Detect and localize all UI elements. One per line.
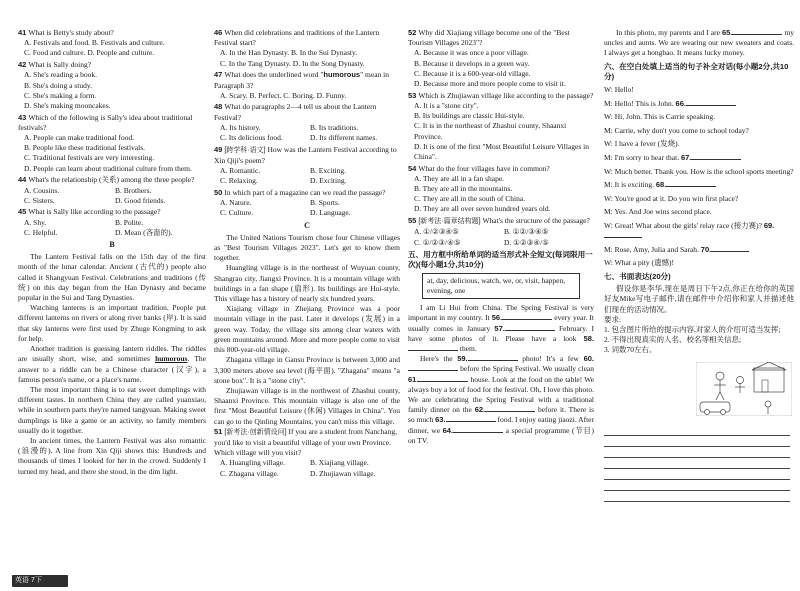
question-47: 47 What does the underlined word "humorous" mean in Paragraph 3? A. Scary. B. Perfect. C. Boring. D. Funny. <box>214 70 389 100</box>
passage-b-title: B <box>109 240 115 250</box>
writing-line[interactable] <box>604 469 790 480</box>
blank-61[interactable] <box>418 375 468 382</box>
passage-b-paragraph-2: Watching lanterns is an important tradition. People put different lanterns on rivers or along river banks (岸). It is said that sky lanterns were first used by Zhuge Kongming to ask for help. <box>18 303 206 343</box>
blank-70[interactable] <box>711 245 749 252</box>
family-illustration <box>696 362 792 416</box>
section-5-title: 五、用方框中所给单词的适当形式补全短文(每词限用一次)(每小题1分,共10分) <box>408 249 593 269</box>
passage-b-paragraph-4: The most important thing is to eat sweet dumplings with different tastes. In northern China they are called yuanxiao, while in southern parts they're named tangyuan. Making sweet dumplings is like a game or an activity, so family members usually do it together. <box>18 384 206 435</box>
passage-c-paragraph-4: Zhagana village in Gansu Province is between 3,000 and 3,300 meters above sea level (海平面). "Zhagana" means "a stone box". It is a "stone city". <box>214 355 400 385</box>
passage-c-paragraph-1: The United Nations Tourism chose four Chinese villages as "Best Tourism Villages 2023". Let's get to know them together. <box>214 232 400 263</box>
dialog-line: W: What a pity (遗憾)! <box>604 258 674 268</box>
blank-68[interactable] <box>666 180 716 187</box>
passage-b-paragraph-5: In ancient times, the Lantern Festival was also romantic (浪漫的). A line from Xin Qiji shows this: Hundreds and thousands of times I looked for her in the crowd. Suddenly I turned my head, and there she stood, in the dim light. <box>18 435 206 476</box>
section-6-title: 六、在空白处填上适当的句子补全对话(每小题2分,共10分) <box>604 61 789 81</box>
dialog-line: W: Hello! <box>604 85 634 95</box>
section-7-title: 七、书面表达(20分) <box>604 271 671 281</box>
question-41: 41 What is Betty's study about? A. Festivals and food. B. Festivals and culture. C. Food and culture. D. People and culture. <box>18 28 165 58</box>
passage-b-paragraph-3: Another tradition is guessing lantern riddles. The riddles are usually short, wise, and sometimes humorous. The answer to a riddle can be a Chinese character (汉字), a famous person's name, or a place's name. <box>18 344 206 384</box>
writing-requirement-3: 3. 词数70左右。 <box>604 345 657 355</box>
dialog-line: M: It is exciting. 68. <box>604 180 794 190</box>
question-44: 44 What's the relationship (关系) among the three people? A. Cousins. B. Brothers. C. Sisters. D. Good friends. <box>18 175 195 205</box>
column-2 <box>214 28 400 480</box>
writing-requirement-1: 1. 包含图片所给的提示内容,对家人的介绍可适当发挥; <box>604 324 781 334</box>
writing-requirement-2: 2. 不得出现真实的人名、校名等相关信息; <box>604 335 742 345</box>
cloze-passage-2: Here's the 59. photo! It's a few 60. before the Spring Festival. We usually clean 61. house. Look at the food on the table! We always buy a lot of food for the festival. Oh, I love this photo. We are celebrating the Spring Festival with a traditional family dinner on the 62. before it. There is so much 63. food. I enjoy eating jiaozi. After dinner, we 64. a special programme (节目) on TV. <box>408 354 595 445</box>
dialog-line: W: You're good at it. Do you win first place? <box>604 193 739 203</box>
cloze-passage-3: In this photo, my parents and I are 65. my uncles and aunts. We are wearing our new sweaters and coats. I always get a hongbao. It means lucky money. <box>604 28 795 58</box>
blank-67[interactable] <box>691 153 741 160</box>
writing-line[interactable] <box>604 425 790 436</box>
passage-c-paragraph-3: Xiajiang village in Zhejiang Province was a poor mountain village in the past. Later it develops (发展) in a green way. Today, the village sits among clear waters with green mountains around. More and more people come to visit this 800-year-old village. <box>214 304 400 355</box>
question-55: 55 [新考法·篇章结构题] What's the structure of the passage? A. ①/②③④⑤ B. ①②/③④⑤ C. ①/②③/④⑤ D. ①②③④/⑤ <box>408 216 590 247</box>
column-1 <box>18 28 206 477</box>
dialog-line: M: I'm sorry to hear that. 67. <box>604 153 794 163</box>
dialog-line: W: I have a fever (发烧). <box>604 139 680 149</box>
writing-line[interactable] <box>604 491 790 502</box>
question-49: 49 [跨学科·语文] How was the Lantern Festival according to Xin Qiji's poem? A. Romantic. B. Exciting. C. Relaxing. D. Exciting. <box>214 144 397 186</box>
blank-58[interactable] <box>408 344 458 351</box>
passage-c-paragraph-2: Huangling village is in the northeast of Wuyuan county, Shangrao city, Jiangxi Province. It is a mountain village with buildings in a fan shape (扇形). Its buildings are Hui-style. This village has a history of nearly six hundred years. <box>214 263 400 304</box>
dialog-line: M: Carrie, why don't you come to school today? <box>604 125 749 135</box>
writing-line[interactable] <box>604 458 790 469</box>
dialog-line: M: Rose, Amy, Julia and Sarah. 70. <box>604 245 794 255</box>
question-46: 46 When did celebrations and traditions of the Lantern Festival start? A. In the Han Dynasty. B. In the Sui Dynasty. C. In the Tang Dynasty. D. In the Song Dynasty. <box>214 28 380 68</box>
writing-prompt: 假设你是李华,现在是周日下午2点,你正在给你的英国好友Mike写电子邮件,请在邮件中介绍你和家人并描述他们现在的活动情况。 <box>604 284 794 314</box>
question-48: 48 What do paragraphs 2—4 tell us about the Lantern Festival? A. Its history. B. Its traditions. C. Its delicious food. D. Its different names. <box>214 102 378 143</box>
writing-line[interactable] <box>604 436 790 447</box>
footer-logo: 英语 7下 <box>12 575 68 587</box>
writing-requirements-label: 要求: <box>604 314 622 324</box>
dialog-line: M: Hello! This is John. 66. <box>604 99 794 109</box>
passage-b-paragraph-1: The Lantern Festival falls on the 15th day of the first month of the lunar calendar. Ancient (古代的) people also called it Shangyuan Festival. Celebrations and traditions (传统) on this day began from the Han Dynasty and became popular in the Sui and Tang Dynasties. <box>18 252 206 303</box>
question-52: 52 Why did Xiajiang village become one of the "Best Tourism Villages 2023"? A. Because it was once a poor village. B. Because it develops in a green way. C. Because it is a 600-year-old village. D. Because more and more people come to visit it. <box>408 28 570 89</box>
question-42: 42 What is Sally doing? A. She's reading a book. B. She's doing a study. C. She's making a form. D. She's making mooncakes. <box>18 60 111 110</box>
question-43: 43 Which of the following is Sally's idea about traditional festivals? A. People can make traditional food. B. People like these traditional festivals. C. Traditional festivals are very interesting. D. People can learn about traditional culture from them. <box>18 112 193 173</box>
dialog-line: W: Hi, John. This is Carrie speaking. <box>604 112 716 122</box>
cloze-passage: I am Li Hui from China. The Spring Festival is very important in my country. It 56. every year. It usually comes in January 57. February. I have some photos of it. Please have a look 58. them. <box>408 303 595 353</box>
dialog-line: W: Much better. Thank you. How is the school sports meeting? <box>604 166 794 176</box>
blank-60[interactable] <box>408 364 458 371</box>
word-box: at, day, delicious, watch, we, or, visit, happen, evening, one <box>422 273 580 299</box>
blank-56[interactable] <box>502 313 552 320</box>
question-45: 45 What is Sally like according to the passage? A. Shy. B. Polite. C. Helpful. D. Mean (吝啬的). <box>18 207 173 237</box>
blank-59[interactable] <box>468 354 518 361</box>
column-4 <box>604 28 794 502</box>
question-50: 50 In which part of a magazine can we read the passage? A. Nature. B. Sports. C. Culture. D. Language. <box>214 188 386 218</box>
blank-62[interactable] <box>485 405 535 412</box>
question-51: 51 [新考法·创新情设问] If you are a student from Nanchang, you'd like to visit a beautiful village of your own Province. Which village will you visit? A. Huangling village. B. Xiajiang village. C. Zhagana village. D. Zhujiawan village. <box>214 426 397 478</box>
question-53: 53 Which is Zhujiawan village like according to the passage? A. It is a "stone city". B. Its buildings are classic Hui-style. C. It is in the northeast of Zhashui county, Shaanxi Province. D. It is one of the first "Most Beautiful Leisure Villages in China". <box>408 90 594 161</box>
writing-line[interactable] <box>604 480 790 491</box>
underlined-word: humorous <box>155 354 188 364</box>
column-3 <box>408 28 594 446</box>
blank-65[interactable] <box>732 28 782 35</box>
blank-66[interactable] <box>686 99 736 106</box>
passage-c-title: C <box>304 220 310 230</box>
blank-69[interactable] <box>604 231 642 238</box>
blank-64[interactable] <box>453 426 503 433</box>
blank-57[interactable] <box>505 324 555 331</box>
writing-line[interactable] <box>604 447 790 458</box>
passage-c-paragraph-5: Zhujiawan village is in the northwest of Zhashui county, Shaanxi Province. This mountain village is also one of the first "Most Beautiful Leisure (休闲) Villages in China". You can go to the Qinling Mountains, you can't miss this village. <box>214 385 400 426</box>
blank-63[interactable] <box>446 415 496 422</box>
question-54: 54 What do the four villages have in common? A. They are all in a fan shape. B. They are all in the mountains. C. They are all in the south of China. D. They are all over seven hundred years old. <box>408 163 551 214</box>
dialog-line: W: Great! What about the girls' relay race (接力赛)? 69. <box>604 221 794 241</box>
dialog-line: M: Yes. And Joe wins second place. <box>604 207 712 217</box>
